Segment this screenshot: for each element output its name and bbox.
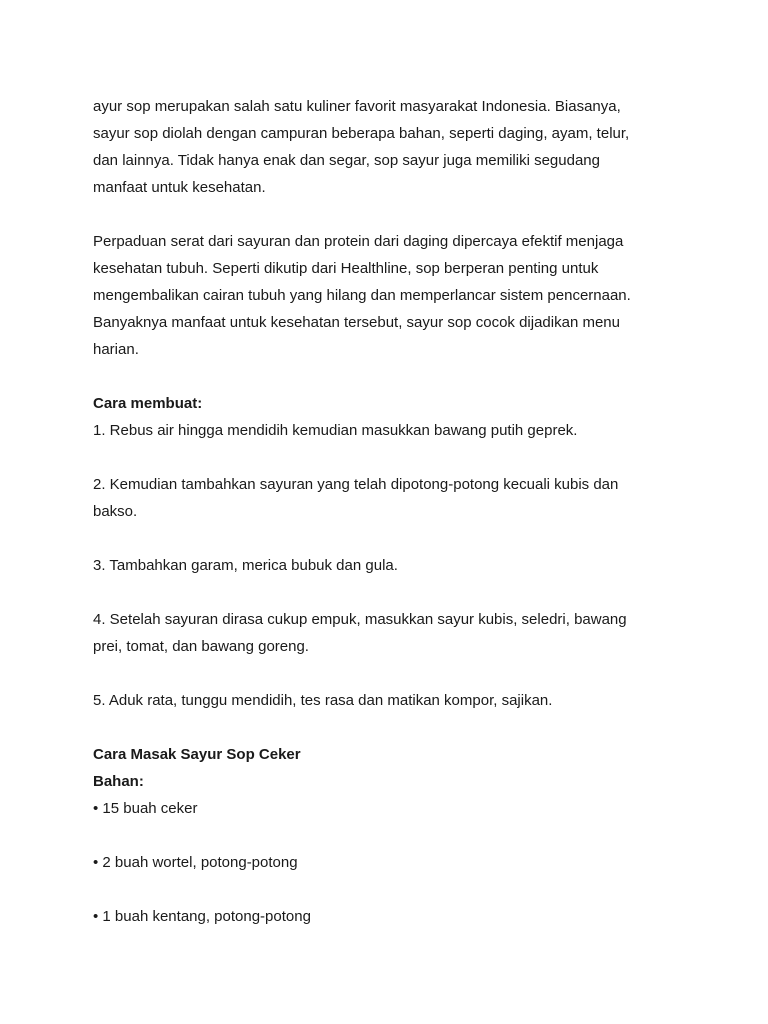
- ingredient-item: • 15 buah ceker: [93, 800, 198, 817]
- step-line: 2. Kemudian tambahkan sayuran yang telah dipotong-potong kecuali kubis dan: [93, 476, 619, 493]
- text-line: dan lainnya. Tidak hanya enak dan segar, sop sayur juga memiliki segudang: [93, 152, 600, 169]
- document-page: [93, 93, 683, 930]
- text-line: kesehatan tubuh. Seperti dikutip dari Healthline, sop berperan penting untuk: [93, 260, 599, 277]
- cara-membuat-heading: Cara membuat:: [93, 395, 203, 412]
- step-line: prei, tomat, dan bawang goreng.: [93, 638, 309, 655]
- paragraph-gap: [93, 363, 683, 390]
- ingredient-item: • 2 buah wortel, potong-potong: [93, 854, 298, 871]
- text-line: Banyaknya manfaat untuk kesehatan tersebut, sayur sop cocok dijadikan menu: [93, 314, 620, 331]
- bahan-heading: Bahan:: [93, 773, 144, 790]
- intro-paragraph-1: [93, 93, 683, 201]
- paragraph-gap: [93, 525, 683, 552]
- paragraph-gap: [93, 579, 683, 606]
- step-line: 1. Rebus air hingga mendidih kemudian masukkan bawang putih geprek.: [93, 422, 578, 439]
- step-line: bakso.: [93, 503, 138, 520]
- step-line: 3. Tambahkan garam, merica bubuk dan gula.: [93, 557, 398, 574]
- sop-ceker-heading: Cara Masak Sayur Sop Ceker: [93, 746, 301, 763]
- text-line: Perpaduan serat dari sayuran dan protein dari daging dipercaya efektif menjaga: [93, 233, 624, 250]
- step-line: 5. Aduk rata, tunggu mendidih, tes rasa dan matikan kompor, sajikan.: [93, 692, 553, 709]
- step-3: [93, 552, 683, 579]
- paragraph-gap: [93, 201, 683, 228]
- step-5: [93, 687, 683, 714]
- paragraph-gap: [93, 714, 683, 741]
- ingredient-item: • 1 buah kentang, potong-potong: [93, 908, 311, 925]
- step-4: [93, 606, 683, 660]
- text-line: sayur sop diolah dengan campuran beberapa bahan, seperti daging, ayam, telur,: [93, 125, 630, 142]
- paragraph-gap: [93, 876, 683, 903]
- intro-paragraph-2: [93, 228, 683, 363]
- text-line: harian.: [93, 341, 139, 358]
- text-line: manfaat untuk kesehatan.: [93, 179, 266, 196]
- step-2: [93, 471, 683, 525]
- step-1: [93, 417, 683, 444]
- paragraph-gap: [93, 822, 683, 849]
- text-line: ayur sop merupakan salah satu kuliner favorit masyarakat Indonesia. Biasanya,: [93, 98, 621, 115]
- paragraph-gap: [93, 660, 683, 687]
- step-line: 4. Setelah sayuran dirasa cukup empuk, masukkan sayur kubis, seledri, bawang: [93, 611, 627, 628]
- text-line: mengembalikan cairan tubuh yang hilang dan memperlancar sistem pencernaan.: [93, 287, 631, 304]
- paragraph-gap: [93, 444, 683, 471]
